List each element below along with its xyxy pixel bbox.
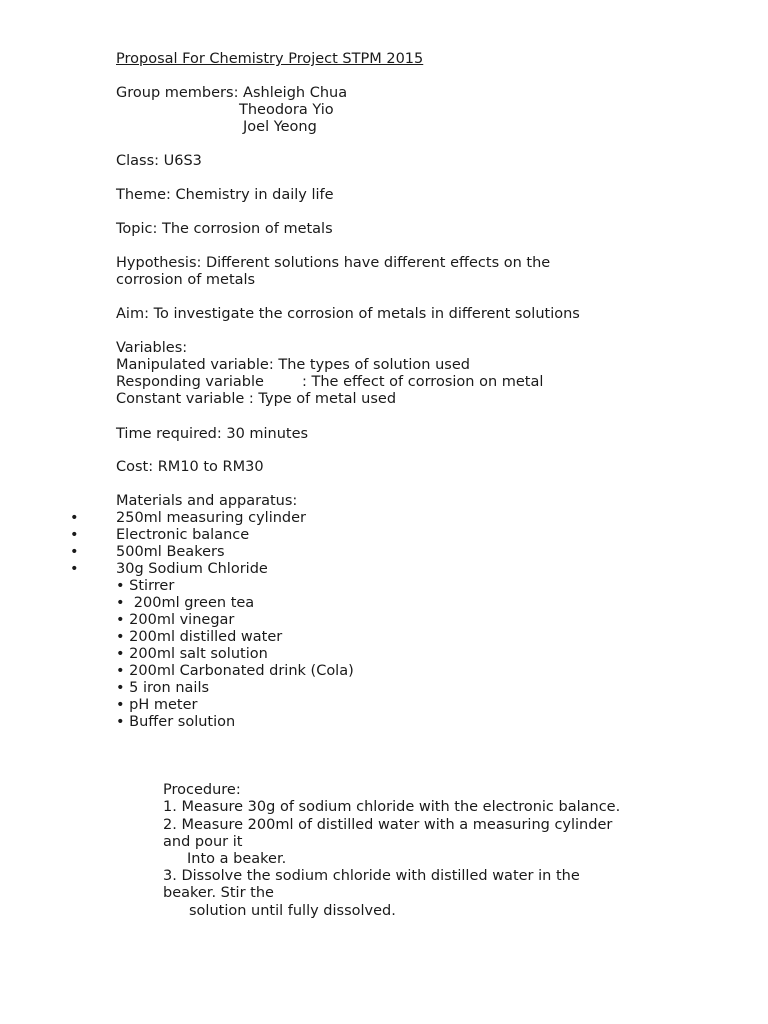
list-item: • 200ml green tea	[116, 595, 255, 611]
procedure-line: beaker. Stir the	[163, 885, 274, 901]
hypothesis-line-1: Hypothesis: Different solutions have different effects on the	[116, 255, 551, 271]
list-bullet: •	[70, 527, 79, 543]
list-item: 250ml measuring cylinder	[116, 510, 306, 526]
responding-variable-value: : The effect of corrosion on metal	[302, 374, 544, 390]
variables-heading: Variables:	[116, 340, 188, 356]
class-line: Class: U6S3	[116, 153, 202, 169]
list-bullet: •	[70, 544, 79, 560]
group-members-label: Group members: Ashleigh Chua	[116, 85, 348, 101]
list-item: • 5 iron nails	[116, 680, 210, 696]
list-item: • pH meter	[116, 697, 198, 713]
theme-line: Theme: Chemistry in daily life	[116, 187, 334, 203]
list-bullet: •	[70, 561, 79, 577]
group-member-2: Theodora Yio	[239, 102, 334, 118]
document-title: Proposal For Chemistry Project STPM 2015	[116, 51, 424, 67]
procedure-line: 3. Dissolve the sodium chloride with distilled water in the	[163, 868, 580, 884]
manipulated-variable: Manipulated variable: The types of solution used	[116, 357, 470, 373]
procedure-line: and pour it	[163, 834, 243, 850]
hypothesis-line-2: corrosion of metals	[116, 272, 256, 288]
procedure-line: solution until fully dissolved.	[189, 903, 396, 919]
procedure-line: 2. Measure 200ml of distilled water with a measuring cylinder	[163, 817, 613, 833]
group-member-3: Joel Yeong	[243, 119, 317, 135]
cost-line: Cost: RM10 to RM30	[116, 459, 264, 475]
procedure-heading: Procedure:	[163, 782, 241, 798]
list-item: • Buffer solution	[116, 714, 236, 730]
list-item: • 200ml salt solution	[116, 646, 268, 662]
list-item: 30g Sodium Chloride	[116, 561, 268, 577]
list-item: • Stirrer	[116, 578, 175, 594]
procedure-line: Into a beaker.	[187, 851, 287, 867]
procedure-line: 1. Measure 30g of sodium chloride with the electronic balance.	[163, 799, 621, 815]
constant-variable: Constant variable : Type of metal used	[116, 391, 397, 407]
list-bullet: •	[70, 510, 79, 526]
list-item: 500ml Beakers	[116, 544, 225, 560]
time-required-line: Time required: 30 minutes	[116, 426, 309, 442]
list-item: Electronic balance	[116, 527, 250, 543]
list-item: • 200ml vinegar	[116, 612, 235, 628]
aim-line: Aim: To investigate the corrosion of metals in different solutions	[116, 306, 580, 322]
list-item: • 200ml distilled water	[116, 629, 283, 645]
responding-variable-label: Responding variable	[116, 374, 264, 390]
list-item: • 200ml Carbonated drink (Cola)	[116, 663, 354, 679]
materials-heading: Materials and apparatus:	[116, 493, 298, 509]
topic-line: Topic: The corrosion of metals	[116, 221, 333, 237]
